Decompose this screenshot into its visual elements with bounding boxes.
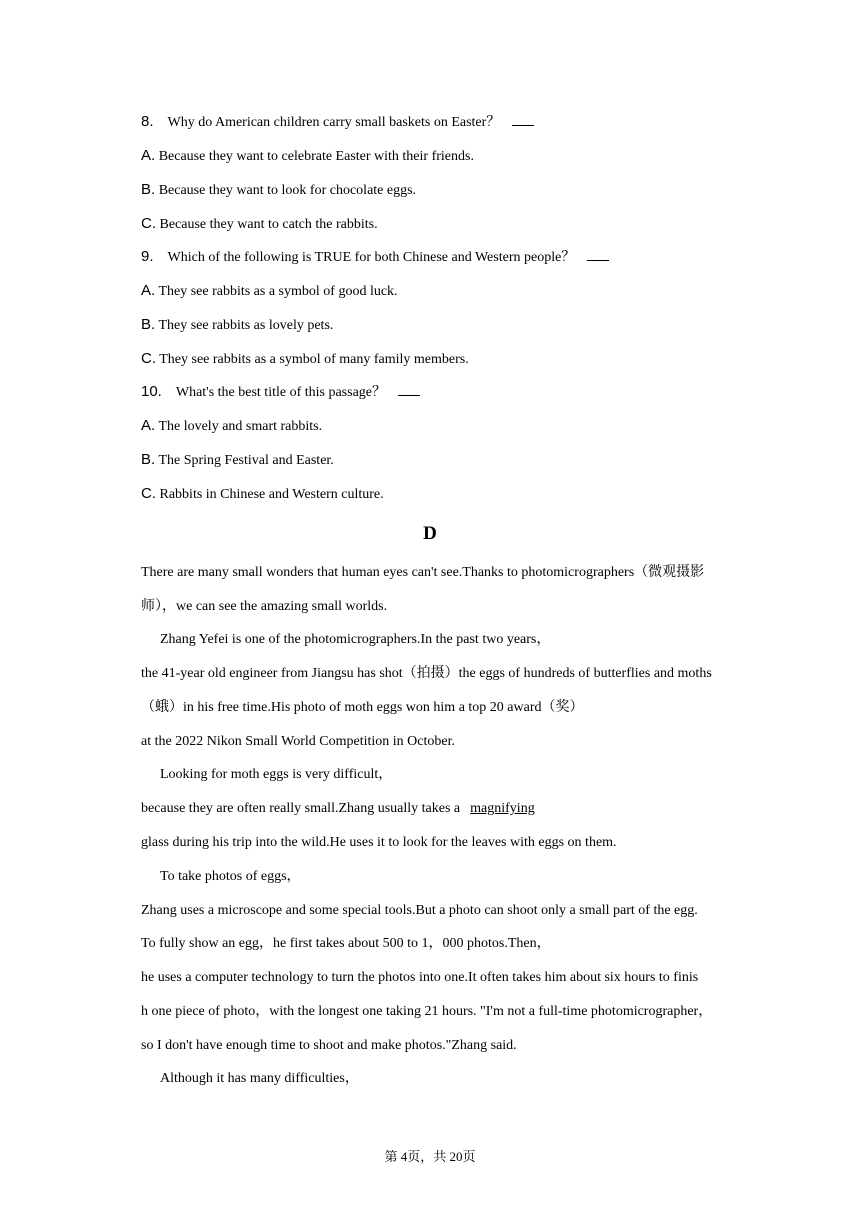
passage-line: Although it has many difficulties，: [160, 1071, 359, 1086]
question-9: [141, 248, 609, 267]
option-label: B.: [141, 181, 156, 198]
question-text: Which of the following is TRUE for both Chinese and Western people？: [167, 250, 576, 265]
question-text: What's the best title of this passage？: [175, 385, 387, 400]
option-text: Because they want to look for chocolate eggs.: [158, 183, 417, 198]
passage-line: To fully show an egg，he first takes about 500 to 1，000 photos.Then，: [141, 936, 551, 951]
passage-line: glass during his trip into the wild.He uses it to look for the leaves with eggs on them.: [141, 835, 617, 850]
option-label: C.: [141, 215, 156, 232]
passage-line: so I don't have enough time to shoot and make photos."Zhang said.: [141, 1038, 517, 1053]
option-9c: [141, 350, 469, 369]
page-footer: 第 4页，共 20页: [384, 1149, 476, 1164]
option-label: C.: [141, 350, 156, 367]
answer-blank: [587, 248, 609, 261]
option-text: Because they want to catch the rabbits.: [159, 217, 378, 232]
passage-line: the 41-year old engineer from Jiangsu has shot（拍摄）the eggs of hundreds of butterflies and moths: [141, 666, 712, 681]
option-label: B.: [141, 316, 156, 333]
question-text: Why do American children carry small baskets on Easter？: [167, 115, 501, 130]
option-10c: [141, 485, 384, 504]
option-text: They see rabbits as a symbol of many family members.: [159, 352, 469, 367]
option-text: Rabbits in Chinese and Western culture.: [159, 487, 384, 502]
passage-line: at the 2022 Nikon Small World Competition in October.: [141, 734, 455, 749]
passage-line: Looking for moth eggs is very difficult，: [160, 767, 393, 782]
passage-line: （蛾）in his free time.His photo of moth eggs won him a top 20 award（奖）: [141, 700, 584, 715]
passage-text: because they are often really small.Zhang usually takes a: [141, 801, 461, 816]
option-8a: [141, 147, 474, 166]
passage-line: Zhang Yefei is one of the photomicrographers.In the past two years，: [160, 632, 551, 647]
passage-line: To take photos of eggs，: [160, 869, 301, 884]
question-8: [141, 113, 534, 132]
passage-line: h one piece of photo，with the longest one taking 21 hours. "I'm not a full-time photomicrographer，: [141, 1004, 713, 1019]
question-number: 8.: [141, 113, 154, 130]
option-8b: [141, 181, 416, 200]
option-10b: [141, 451, 334, 470]
option-text: Because they want to celebrate Easter with their friends.: [158, 149, 474, 164]
passage-line: 师），we can see the amazing small worlds.: [141, 599, 388, 614]
option-9b: [141, 316, 333, 335]
option-text: They see rabbits as lovely pets.: [158, 318, 334, 333]
option-label: C.: [141, 485, 156, 502]
answer-blank: [512, 113, 534, 126]
option-label: A.: [141, 147, 156, 164]
question-number: 9.: [141, 248, 154, 265]
option-label: B.: [141, 451, 156, 468]
section-title: D: [423, 523, 437, 544]
option-9a: [141, 282, 398, 301]
passage-line: Zhang uses a microscope and some special tools.But a photo can shoot only a small part of the egg.: [141, 903, 698, 918]
question-10: [141, 383, 420, 402]
option-label: A.: [141, 417, 156, 434]
passage-line: There are many small wonders that human eyes can't see.Thanks to photomicrographers（微观摄影: [141, 565, 705, 580]
option-text: The Spring Festival and Easter.: [158, 453, 334, 468]
option-text: The lovely and smart rabbits.: [158, 419, 323, 434]
option-10a: [141, 417, 322, 436]
option-text: They see rabbits as a symbol of good luck.: [158, 284, 398, 299]
passage-line: he uses a computer technology to turn the photos into one.It often takes him about six hours to finis: [141, 970, 699, 985]
answer-blank: [398, 383, 420, 396]
option-label: A.: [141, 282, 156, 299]
passage-line: [141, 800, 535, 818]
question-number: 10.: [141, 383, 162, 400]
underlined-word: magnifying: [470, 801, 535, 816]
option-8c: [141, 215, 378, 234]
